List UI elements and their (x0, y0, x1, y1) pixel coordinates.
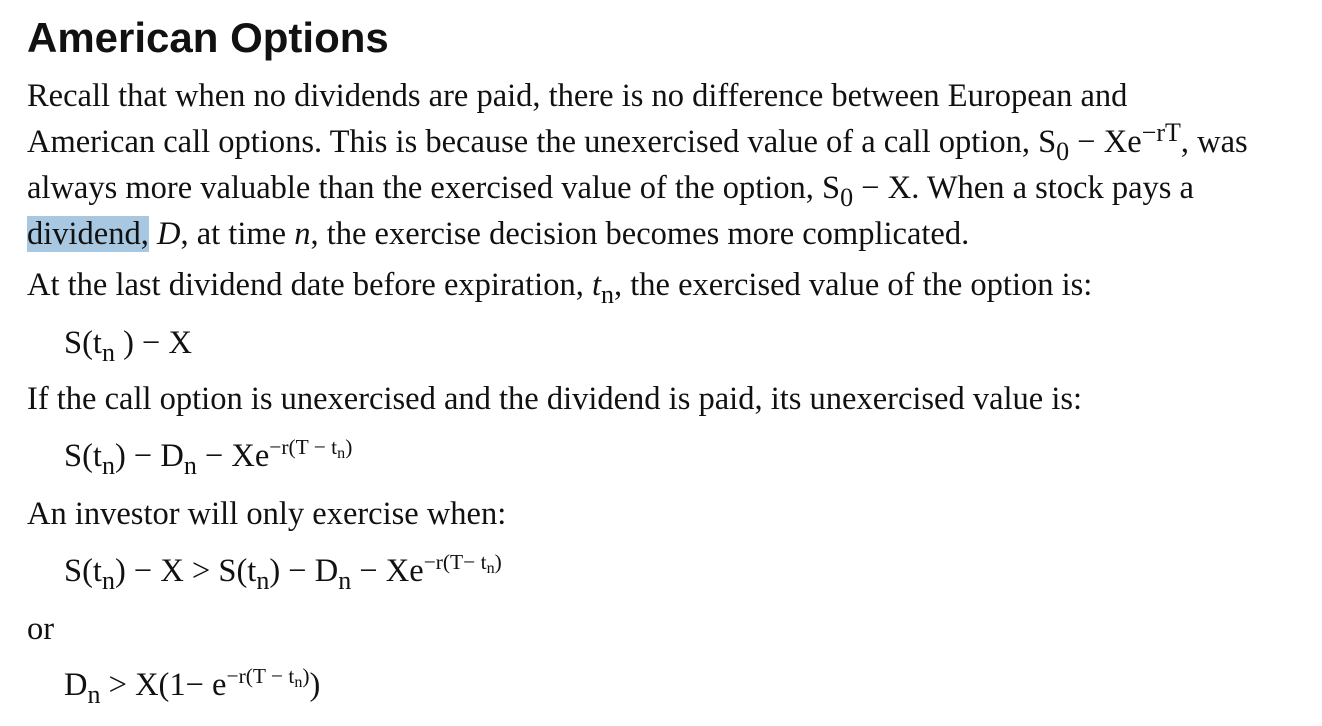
exercised-text: At the last dividend date before expiration, (27, 267, 592, 303)
eq4-part-c: ) (309, 667, 321, 703)
eq3-exponent-a: −r(T− t (423, 550, 487, 575)
intro-line-4-text: , at time (180, 216, 295, 252)
selected-text-highlight[interactable]: dividend, (27, 216, 149, 252)
eq2-exponent-a: −r(T − t (269, 435, 338, 460)
intro-line-2-end: , was (1180, 124, 1248, 160)
subscript-n: n (486, 560, 495, 578)
exercised-text-end: , the exercised value of the option is: (614, 267, 1093, 303)
intro-line-2 (27, 119, 1248, 165)
eq3-exponent-b: ) (494, 550, 502, 575)
intro-line-2-text: American call options. This is because the unexercised value of a call option, S (27, 124, 1057, 160)
intro-paragraph (27, 73, 1248, 257)
page-title: American Options (27, 14, 389, 61)
superscript-minus-rt: −rT (1141, 118, 1181, 148)
subscript-n: n (87, 680, 101, 710)
eq2-part-a: S(t (64, 438, 102, 474)
eq2-part-b: ) − D (114, 438, 184, 474)
equation-exercised-value (64, 320, 192, 366)
equation-exercise-condition (64, 548, 502, 594)
subscript-n: n (294, 674, 303, 692)
variable-d: D (156, 216, 181, 252)
eq4-exponent-b: ) (302, 664, 310, 689)
eq3-part-b: ) − X > S(t (114, 553, 257, 589)
equation-unexercised-value (64, 433, 352, 479)
variable-t: t (591, 267, 601, 303)
subscript-zero: 0 (840, 183, 854, 213)
subscript-n: n (601, 280, 614, 310)
eq3-exponent (423, 550, 502, 578)
or-text: or (27, 611, 55, 647)
eq3-part-d: − Xe (351, 553, 424, 589)
eq1-part-b: ) − X (114, 325, 192, 361)
intro-line-4-end: , the exercise decision becomes more complicated. (310, 216, 970, 252)
eq4-exponent (226, 664, 310, 692)
eq2-exponent-b: ) (345, 435, 353, 460)
space (149, 216, 157, 252)
intro-line-2-minus: − Xe (1069, 124, 1142, 160)
eq4-part-b: > X(1− e (100, 667, 227, 703)
eq3-part-a: S(t (64, 553, 102, 589)
eq4-exponent-a: −r(T − t (226, 664, 295, 689)
investor-paragraph: An investor will only exercise when: (27, 496, 507, 532)
subscript-n: n (256, 566, 270, 596)
eq2-part-c: − Xe (196, 438, 270, 474)
subscript-zero: 0 (1056, 137, 1070, 167)
eq4-part-a: D (64, 667, 88, 703)
subscript-n: n (337, 445, 346, 463)
eq1-part-a: S(t (64, 325, 102, 361)
intro-line-4 (27, 211, 1248, 257)
subscript-n: n (338, 566, 352, 596)
intro-line-1 (27, 73, 1248, 119)
subscript-n: n (101, 566, 115, 596)
unexercised-value-paragraph: If the call option is unexercised and the dividend is paid, its unexercised value is: (27, 381, 1083, 417)
intro-line-1-text: Recall that when no dividends are paid, there is no difference between European and (27, 78, 1128, 114)
eq2-exponent (269, 435, 353, 463)
intro-line-3-end: − X. When a stock pays a (853, 170, 1194, 206)
variable-n: n (294, 216, 311, 252)
intro-line-3 (27, 165, 1248, 211)
eq3-part-c: ) − D (269, 553, 339, 589)
intro-line-3-text: always more valuable than the exercised value of the option, S (27, 170, 841, 206)
equation-dividend-condition (64, 662, 320, 708)
subscript-n: n (101, 451, 115, 481)
subscript-n: n (101, 338, 115, 368)
subscript-n: n (183, 451, 197, 481)
exercised-value-paragraph (27, 262, 1092, 308)
